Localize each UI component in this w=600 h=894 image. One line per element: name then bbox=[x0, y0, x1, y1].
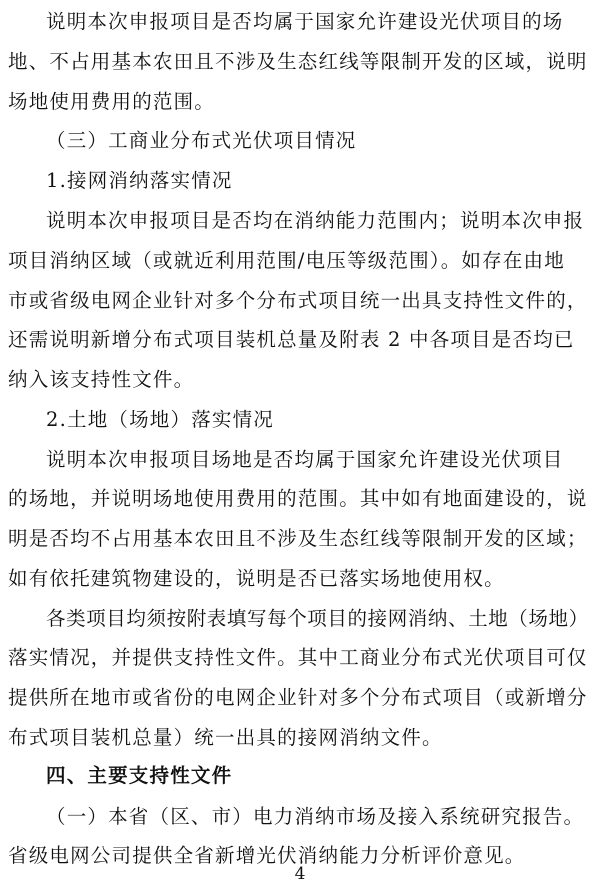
paragraph-line: 省级电网公司提供全省新增光伏消纳能力分析评价意见。 bbox=[8, 844, 526, 867]
paragraph-line: 布式项目装机总量）统一出具的接网消纳文件。 bbox=[8, 726, 443, 749]
page-number: 4 bbox=[294, 864, 306, 884]
paragraph-line: 说明本次申报项目是否均在消纳能力范围内；说明本次申报 bbox=[46, 209, 585, 232]
paragraph-line: 场地使用费用的范围。 bbox=[8, 90, 216, 113]
subsection-heading: 1.接网消纳落实情况 bbox=[46, 169, 233, 192]
paragraph-line: 落实情况，并提供支持性文件。其中工商业分布式光伏项目可仅 bbox=[8, 646, 588, 669]
paragraph-line: 明是否均不占用基本农田且不涉及生态红线等限制开发的区域； bbox=[8, 527, 588, 550]
chapter-heading: 四、主要支持性文件 bbox=[46, 764, 233, 787]
paragraph-line: 市或省级电网企业针对多个分布式项目统一出具支持性文件的， bbox=[8, 289, 588, 312]
paragraph-line: 的场地，并说明场地使用费用的范围。其中如有地面建设的，说 bbox=[8, 487, 588, 510]
paragraph-line: 纳入该支持性文件。 bbox=[8, 368, 195, 391]
paragraph-line: 还需说明新增分布式项目装机总量及附表 2 中各项目是否均已 bbox=[8, 328, 575, 351]
paragraph-line: 说明本次申报项目场地是否均属于国家允许建设光伏项目 bbox=[46, 448, 564, 471]
paragraph-line: 地、不占用基本农田且不涉及生态红线等限制开发的区域，说明 bbox=[8, 50, 588, 73]
paragraph-line: 项目消纳区域（或就近利用范围/电压等级范围）。如存在由地 bbox=[8, 249, 565, 272]
paragraph-line: 如有依托建筑物建设的，说明是否已落实场地使用权。 bbox=[8, 567, 505, 590]
section-heading: （三）工商业分布式光伏项目情况 bbox=[46, 129, 357, 152]
paragraph-line: （一）本省（区、市）电力消纳市场及接入系统研究报告。 bbox=[46, 805, 585, 828]
subsection-heading: 2.土地（场地）落实情况 bbox=[46, 408, 275, 431]
paragraph-line: 说明本次申报项目是否均属于国家允许建设光伏项目的场 bbox=[46, 10, 564, 33]
paragraph-line: 提供所在地市或省份的电网企业针对多个分布式项目（或新增分 bbox=[8, 686, 588, 709]
paragraph-line: 各类项目均须按附表填写每个项目的接网消纳、土地（场地） bbox=[46, 607, 589, 630]
